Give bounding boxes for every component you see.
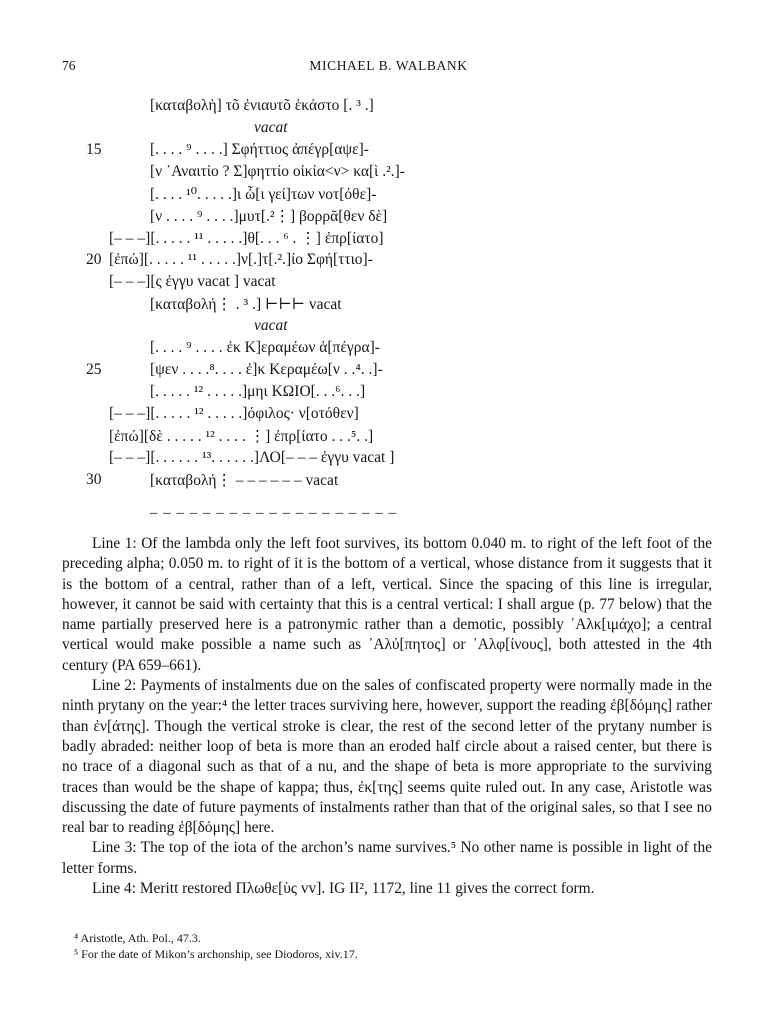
line-number: 25: [86, 361, 102, 378]
commentary: [62, 534, 712, 899]
inscription-line: [. . . . ⁹ . . . .] Σφήττιος ἀπέγρ[αψε]-: [150, 141, 369, 158]
line-number: 20: [86, 251, 102, 268]
inscription-line: [. . . . . ¹² . . . . .]μηι ΚΩΙΟ[. . .⁶. . .]: [150, 383, 366, 400]
commentary-paragraph-line-2: Line 2: Payments of instalments due on the sales of confiscated property were normally made in the ninth prytany on the year:⁴ the letter traces surviving here, however, support the reading ἐβ[δόμης] rather than ἐν[άτης]. Though the vertical stroke is clear, the rest of the second letter of the prytany number is badly abraded: neither loop of beta is more than an eroded half circle about a raised center, but there is no trace of a diagonal such as that of a nu, and the shape of beta is more appropriate to the surviving traces than would be the shape of kappa; thus, ἐκ[της] seems quite ruled out. In any case, Aristotle was discussing the date of future payments of instalments rather than that of the original sales, so that I see no real bar to reading ἐβ[δόμης] here.: [62, 677, 712, 837]
inscription-line: [– – –][. . . . . . ¹³. . . . . .]ΛΟ[– – – ἐγγυ vacat ]: [109, 449, 395, 466]
inscription-line-vacat: vacat: [254, 119, 288, 136]
line-number: 15: [86, 141, 102, 158]
inscription-line: [– – –][. . . . . ¹² . . . . .]όφιλος· ν[οτόθεν]: [109, 405, 359, 422]
inscription-line: [– – –][. . . . . ¹¹ . . . . .]θ[. . . ⁶ . ⋮] ἐπρ[ίατο]: [109, 230, 384, 247]
commentary-paragraph-line-4: Line 4: Meritt restored Πλωθε[ὺς vv]. IG II², 1172, line 11 gives the correct form.: [92, 880, 595, 898]
inscription-line: [. . . . ⁹ . . . . ἐκ Κ]εραμέων ἀ[πέγρα]-: [150, 339, 380, 356]
footnote-5: ⁵ For the date of Mikon’s archonship, see Diodoros, xiv.17.: [74, 947, 358, 961]
inscription-line-vacat: vacat: [254, 317, 288, 334]
lacuna-dash-rule: – – – – – – – – – – – – – – – – – – –: [150, 505, 397, 521]
inscription-line: [ἐπώ][. . . . . ¹¹ . . . . .]ν[.]τ[.².]ίο Σφή[ττιο]-: [109, 251, 373, 268]
footnote-4: ⁴ Aristotle, Ath. Pol., 47.3.: [74, 931, 201, 945]
running-head-author: MICHAEL B. WALBANK: [309, 58, 468, 73]
inscription-line: [– – –][ς ἐγγυ vacat ] vacat: [109, 273, 276, 290]
inscription-line: [ἐπώ][δὲ . . . . . ¹² . . . . ⋮] ἐπρ[ίατο . . .⁵. .]: [109, 428, 374, 445]
commentary-paragraph-line-3: Line 3: The top of the iota of the archon’s name survives.⁵ No other name is possible in light of the letter forms.: [62, 839, 712, 877]
commentary-paragraph-line-1: Line 1: Of the lambda only the left foot survives, its bottom 0.040 m. to right of the left foot of the preceding alpha; 0.050 m. to right of it is the bottom of a vertical, whose distance from it suggests that it is the bottom of a central, rather than of a left, vertical. Since the spacing of this line is irregular, however, it cannot be said with certainty that this is a central vertical: I shall argue (p. 77 below) that the name partially preserved here is a patronymic rather than a demotic, possibly ᾿Αλκ[ιμάχο]; a central vertical would make possible a name such as ᾿Αλὐ[πητος] or ᾿Αλφ[ίνους], both attested in the 4th century (PA 659–661).: [62, 535, 712, 674]
inscription-line: [ν . . . . ⁹ . . . .]μυτ[.²⋮] βορρᾶ[θεν δὲ]: [150, 208, 388, 225]
page-number: 76: [62, 58, 76, 73]
inscription-line: [ψεν . . . .⁸. . . . ἐ]κ Κεραμέω[ν . .⁴. .]-: [150, 361, 383, 378]
inscription-line: [. . . . ¹⁰. . . . .]ι ὧ[ι γεί]των νοτ[όθε]-: [150, 186, 377, 203]
inscription-line: [καταβολή⋮ – – – – – – vacat: [150, 472, 339, 489]
inscription-line: [καταβολὴ] τõ ἐνιαυτõ ἑκάστο [. ³ .]: [150, 97, 374, 114]
line-number: 30: [86, 471, 102, 488]
footnotes: [62, 930, 712, 962]
inscription-line: [ν ᾿Αναιτίο ? Σ]φηττίο οἰκία<ν> κα[ὶ .².]-: [150, 163, 405, 180]
inscription-line: [καταβολή⋮ . ³ .] ⊢⊢⊢ vacat: [150, 296, 342, 313]
